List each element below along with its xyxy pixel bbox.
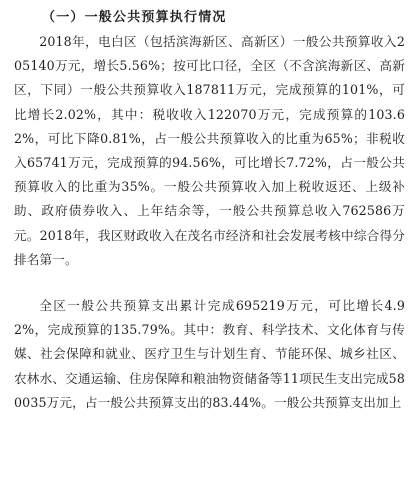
section-heading: （一）一般公共预算执行情况 (42, 10, 227, 25)
revenue-paragraph: 2018年，电白区（包括滨海新区、高新区）一般公共预算收入205140万元，增长5.56%；按可比口径，全区（不含滨海新区、高新区，下同）一般公共预算收入187811万元，完成预算的101%，可比增长2.02%，其中：税收收入122070万元，完成预算的103.62%，可比下降0.81%，占一般公共预算收入的比重为65%；非税收入65741万元，完成预算的94.56%，可比增长7.72%，占一般公共预算收入的比重为35%。一般公共预算收入加上税收返还、上级补助、政府债券收入、上年结余等，一般公共预算总收入762586万元。2018年，我区财政收入在茂名市经济和社会发展考核中综合得分排名第一。 (14, 34, 405, 267)
paragraph-gap (14, 272, 405, 294)
expenditure-paragraph: 全区一般公共预算支出累计完成695219万元，可比增长4.92%，完成预算的135.79%。其中：教育、科学技术、文化体育与传媒、社会保障和就业、医疗卫生与计划生育、节能环保、城乡社区、农林水、交通运输、住房保障和粮油物资储备等11项民生支出完成580035万元，占一般公共预算支出的83.44%。一般公共预算支出加上 (14, 298, 405, 410)
